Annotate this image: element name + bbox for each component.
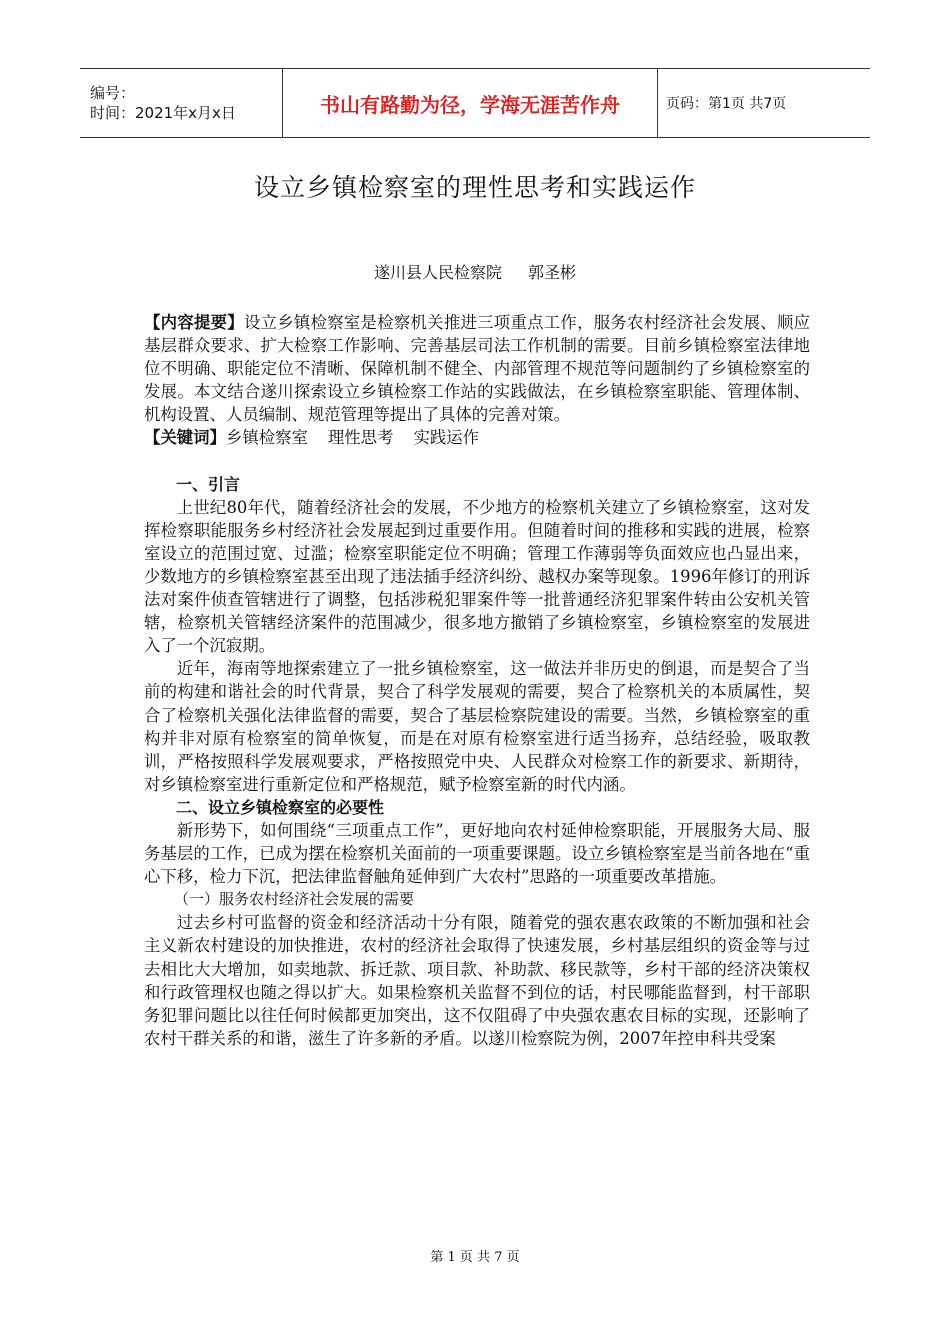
doc-title: 设立乡镇检察室的理性思考和实践运作 (253, 173, 696, 202)
author-name: 郭圣彬 (528, 263, 577, 282)
number-label: 编号： (90, 84, 136, 102)
abstract (144, 311, 810, 426)
section-heading: 二、设立乡镇检察室的必要性 (176, 797, 385, 817)
keyword: 理性思考 (327, 428, 394, 448)
page-footer: 第 1 页 共 7 页 (430, 1250, 520, 1265)
subsection-heading: （一）服务农村经济社会发展的需要 (174, 890, 415, 909)
spacer (144, 450, 810, 473)
author-org: 遂川县人民检察院 (373, 263, 502, 282)
paragraph: 过去乡村可监督的资金和经济活动十分有限，随着党的强农惠农政策的不断加强和社会主义新农村建设的加快推进，农村的经济社会取得了快速发展，乡村基层组织的资金等与过去相比大大增加，如卖地款、拆迁款、项目款、补助款、移民款等，乡村干部的经济决策权和行政管理权也随之得以扩大。如果检察机关监督不到位的话，村民哪能监督到，村干部职务犯罪问题比以往任何时候都更加突出，这不仅阻碍了中央强农惠农目标的实现，还影响了农村干群关系的和谐，滋生了许多新的矛盾。以遂川检察院为例，2007年控申科共受案 (144, 913, 810, 1048)
doc-body (144, 311, 810, 1050)
abstract-label: 【内容提要】 (144, 313, 244, 332)
author-line (0, 260, 950, 283)
paragraph: 新形势下，如何围绕“三项重点工作”，更好地向农村延伸检察职能，开展服务大局、服务基层的工作，已成为摆在检察机关面前的一项重要课题。设立乡镇检察室是当前各地在“重心下移，检力下沉，把法律监督触角延伸到广大农村”思路的一项重要改革措施。 (144, 820, 810, 887)
paragraph: 近年，海南等地探索建立了一批乡镇检察室，这一做法并非历史的倒退，而是契合了当前的构建和谐社会的时代背景，契合了科学发展观的需要，契合了检察机关的本质属性，契合了检察机关强化法律监督的需要，契合了基层检察院建设的需要。当然，乡镇检察室的重构并非对原有检察室的简单恢复，而是在对原有检察室进行适当扬弃，总结经验，吸取教训，严格按照科学发展观要求，严格按照党中央、人民群众对检察工作的新要求、新期待，对乡镇检察室进行重新定位和严格规范，赋予检察室新的时代内涵。 (144, 659, 810, 794)
abstract-text: 设立乡镇检察室是检察机关推进三项重点工作，服务农村经济社会发展、顺应基层群众要求、扩大检察工作影响、完善基层司法工作机制的需要。目前乡镇检察室法律地位不明确、职能定位不清晰、保障机制不健全、内部管理不规范等问题制约了乡镇检察室的发展。本文结合遂川探索设立乡镇检察工作站的实践做法，在乡镇检察室职能、管理体制、机构设置、人员编制、规范管理等提出了具体的完善对策。 (144, 313, 811, 425)
time-label: 时间：2021年x月x日 (90, 104, 236, 122)
keywords-label: 【关键词】 (144, 428, 226, 448)
header-table (80, 68, 870, 138)
header-meta (80, 69, 282, 137)
header-page-cell (658, 69, 870, 137)
motto: 书山有路勤为径，学海无涯苦作舟 (320, 92, 620, 117)
header-motto-cell (282, 69, 658, 137)
page-label: 页码：第1页 共7页 (666, 96, 787, 112)
section-heading: 一、引言 (176, 474, 241, 494)
keywords (144, 426, 810, 449)
keyword: 乡镇检察室 (225, 428, 308, 448)
paragraph: 上世纪80年代，随着经济社会的发展，不少地方的检察机关建立了乡镇检察室，这对发挥检察职能服务乡村经济社会发展起到过重要作用。但随着时间的推移和实践的进展，检察室设立的范围过宽、过滥；检察室职能定位不明确；管理工作薄弱等负面效应也凸显出来，少数地方的乡镇检察室甚至出现了违法插手经济纠纷、越权办案等现象。1996年修订的刑诉法对案件侦查管辖进行了调整，包括涉税犯罪案件等一批普通经济犯罪案件转由公安机关管辖，检察机关管辖经济案件的范围减少，很多地方撤销了乡镇检察室，乡镇检察室的发展进入了一个沉寂期。 (144, 497, 810, 656)
keyword: 实践运作 (413, 428, 480, 448)
